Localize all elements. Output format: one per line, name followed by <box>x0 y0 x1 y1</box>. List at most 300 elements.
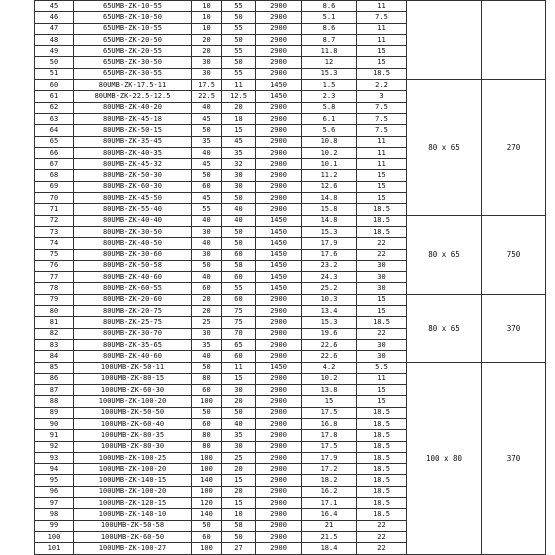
table-row <box>35 362 546 373</box>
flow-cell: 140 <box>192 475 222 486</box>
flow-cell: 50 <box>192 362 222 373</box>
speed-cell: 1450 <box>256 238 302 249</box>
head-cell: 55 <box>222 23 256 34</box>
head-cell: 27 <box>222 543 256 554</box>
flow-cell: 40 <box>192 351 222 362</box>
speed-cell: 1450 <box>256 260 302 271</box>
model-cell: 80UMB-ZK-22.5-12.5 <box>74 91 192 102</box>
head-cell: 30 <box>222 385 256 396</box>
flow-cell: 20 <box>192 294 222 305</box>
flow-cell: 50 <box>192 407 222 418</box>
model-cell: 80UMB-ZK-30-50 <box>74 226 192 237</box>
motor-power-cell: 15 <box>357 294 407 305</box>
motor-power-cell: 18.5 <box>357 317 407 328</box>
model-cell: 100UMB-ZK-140-15 <box>74 475 192 486</box>
model-cell: 80UMB-ZK-40-60 <box>74 272 192 283</box>
row-number-cell: 80 <box>35 306 74 317</box>
row-number-cell: 76 <box>35 260 74 271</box>
flow-cell: 20 <box>192 306 222 317</box>
motor-power-cell: 30 <box>357 283 407 294</box>
shaft-power-cell: 13.4 <box>302 306 357 317</box>
speed-cell: 1450 <box>256 215 302 226</box>
flow-cell: 50 <box>192 125 222 136</box>
row-number-cell: 77 <box>35 272 74 283</box>
model-cell: 80UMB-ZK-45-18 <box>74 113 192 124</box>
head-cell: 55 <box>222 1 256 12</box>
head-cell: 50 <box>222 193 256 204</box>
motor-power-cell: 15 <box>357 396 407 407</box>
speed-cell: 2900 <box>256 328 302 339</box>
head-cell: 50 <box>222 57 256 68</box>
flow-cell: 30 <box>192 57 222 68</box>
flow-cell: 30 <box>192 249 222 260</box>
speed-cell: 2900 <box>256 317 302 328</box>
flow-cell: 40 <box>192 215 222 226</box>
head-cell: 50 <box>222 34 256 45</box>
head-cell: 18 <box>222 113 256 124</box>
model-cell: 100UMB-ZK-80-35 <box>74 430 192 441</box>
row-number-cell: 85 <box>35 362 74 373</box>
shaft-power-cell: 6.1 <box>302 113 357 124</box>
speed-cell: 2900 <box>256 543 302 554</box>
model-cell: 80UMB-ZK-35-65 <box>74 339 192 350</box>
motor-power-cell: 11 <box>357 373 407 384</box>
motor-power-cell: 30 <box>357 272 407 283</box>
flow-cell: 60 <box>192 181 222 192</box>
head-cell: 20 <box>222 396 256 407</box>
model-cell: 100UMB-ZK-100-27 <box>74 543 192 554</box>
shaft-power-cell: 1.5 <box>302 80 357 91</box>
head-cell: 10 <box>222 509 256 520</box>
model-cell: 100UMB-ZK-50-50 <box>74 407 192 418</box>
flow-cell: 80 <box>192 441 222 452</box>
flow-cell: 20 <box>192 34 222 45</box>
flow-cell: 30 <box>192 226 222 237</box>
speed-cell: 2900 <box>256 306 302 317</box>
speed-cell: 2900 <box>256 339 302 350</box>
outlet-size-cell: 80 x 65 <box>407 215 482 294</box>
speed-cell: 2900 <box>256 498 302 509</box>
flow-cell: 35 <box>192 339 222 350</box>
row-number-cell: 95 <box>35 475 74 486</box>
motor-power-cell: 11 <box>357 159 407 170</box>
model-cell: 100UMB-ZK-120-15 <box>74 498 192 509</box>
flow-cell: 17.5 <box>192 80 222 91</box>
motor-power-cell: 22 <box>357 328 407 339</box>
speed-cell: 2900 <box>256 46 302 57</box>
speed-cell: 2900 <box>256 68 302 79</box>
speed-cell: 2900 <box>256 351 302 362</box>
shaft-power-cell: 5.6 <box>302 125 357 136</box>
row-number-cell: 97 <box>35 498 74 509</box>
model-cell: 100UMB-ZK-100-25 <box>74 452 192 463</box>
row-number-cell: 51 <box>35 68 74 79</box>
shaft-power-cell: 14.8 <box>302 215 357 226</box>
motor-power-cell: 18.5 <box>357 68 407 79</box>
speed-cell: 2900 <box>256 430 302 441</box>
flow-cell: 35 <box>192 136 222 147</box>
row-number-cell: 82 <box>35 328 74 339</box>
head-cell: 12.5 <box>222 91 256 102</box>
row-number-cell: 48 <box>35 34 74 45</box>
outlet-size-cell: 100 x 80 <box>407 362 482 554</box>
head-cell: 15 <box>222 475 256 486</box>
speed-cell: 2900 <box>256 125 302 136</box>
model-cell: 80UMB-ZK-60-55 <box>74 283 192 294</box>
head-cell: 50 <box>222 531 256 542</box>
flow-cell: 30 <box>192 328 222 339</box>
row-number-cell: 100 <box>35 531 74 542</box>
shaft-power-cell: 10.8 <box>302 136 357 147</box>
speed-cell: 1450 <box>256 80 302 91</box>
outlet-size-cell: 80 x 65 <box>407 80 482 216</box>
head-cell: 15 <box>222 373 256 384</box>
flow-cell: 45 <box>192 113 222 124</box>
pump-spec-table-container <box>34 0 545 555</box>
motor-power-cell: 22 <box>357 543 407 554</box>
speed-cell: 2900 <box>256 34 302 45</box>
model-cell: 65UMB-ZK-10-55 <box>74 23 192 34</box>
flow-cell: 20 <box>192 46 222 57</box>
motor-power-cell: 11 <box>357 23 407 34</box>
motor-power-cell: 11 <box>357 147 407 158</box>
shaft-power-cell: 17.5 <box>302 407 357 418</box>
motor-power-cell: 18.5 <box>357 430 407 441</box>
table-row <box>35 215 546 226</box>
flow-cell: 100 <box>192 452 222 463</box>
flow-cell: 100 <box>192 486 222 497</box>
motor-power-cell: 15 <box>357 306 407 317</box>
shaft-power-cell: 17.2 <box>302 464 357 475</box>
model-cell: 80UMB-ZK-30-60 <box>74 249 192 260</box>
head-cell: 58 <box>222 260 256 271</box>
shaft-power-cell: 17.8 <box>302 430 357 441</box>
head-cell: 15 <box>222 125 256 136</box>
head-cell: 60 <box>222 249 256 260</box>
head-cell: 15 <box>222 498 256 509</box>
motor-power-cell: 11 <box>357 1 407 12</box>
head-cell: 70 <box>222 328 256 339</box>
flow-cell: 25 <box>192 317 222 328</box>
motor-power-cell: 2.2 <box>357 80 407 91</box>
speed-cell: 2900 <box>256 193 302 204</box>
head-cell: 30 <box>222 181 256 192</box>
shaft-power-cell: 15.3 <box>302 226 357 237</box>
speed-cell: 1450 <box>256 362 302 373</box>
flow-cell: 40 <box>192 102 222 113</box>
row-number-cell: 64 <box>35 125 74 136</box>
table-row <box>35 294 546 305</box>
head-cell: 55 <box>222 68 256 79</box>
table-row <box>35 80 546 91</box>
model-cell: 80UMB-ZK-40-50 <box>74 238 192 249</box>
shaft-power-cell: 2.3 <box>302 91 357 102</box>
row-number-cell: 62 <box>35 102 74 113</box>
shaft-power-cell: 22.6 <box>302 339 357 350</box>
speed-cell: 2900 <box>256 531 302 542</box>
flow-cell: 60 <box>192 385 222 396</box>
head-cell: 45 <box>222 136 256 147</box>
shaft-power-cell: 17.9 <box>302 452 357 463</box>
shaft-power-cell: 22.6 <box>302 351 357 362</box>
flow-cell: 50 <box>192 260 222 271</box>
flow-cell: 22.5 <box>192 91 222 102</box>
motor-power-cell: 11 <box>357 34 407 45</box>
model-cell: 80UMB-ZK-40-60 <box>74 351 192 362</box>
model-cell: 100UMB-ZK-140-10 <box>74 509 192 520</box>
head-cell: 25 <box>222 452 256 463</box>
speed-cell: 2900 <box>256 385 302 396</box>
model-cell: 100UMB-ZK-50-11 <box>74 362 192 373</box>
shaft-power-cell: 8.6 <box>302 23 357 34</box>
motor-power-cell: 18.5 <box>357 226 407 237</box>
model-cell: 80UMB-ZK-25-75 <box>74 317 192 328</box>
shaft-power-cell: 17.9 <box>302 238 357 249</box>
shaft-power-cell: 24.3 <box>302 272 357 283</box>
head-cell: 60 <box>222 294 256 305</box>
row-number-cell: 84 <box>35 351 74 362</box>
shaft-power-cell: 8.7 <box>302 34 357 45</box>
shaft-power-cell: 10.3 <box>302 294 357 305</box>
speed-cell: 1450 <box>256 226 302 237</box>
flow-cell: 60 <box>192 283 222 294</box>
flow-cell: 55 <box>192 204 222 215</box>
flow-cell: 10 <box>192 1 222 12</box>
model-cell: 80UMB-ZK-55-40 <box>74 204 192 215</box>
motor-power-cell: 30 <box>357 351 407 362</box>
head-cell: 60 <box>222 272 256 283</box>
shaft-power-cell: 15.8 <box>302 204 357 215</box>
speed-cell: 2900 <box>256 1 302 12</box>
flow-cell: 60 <box>192 418 222 429</box>
row-number-cell: 88 <box>35 396 74 407</box>
model-cell: 80UMB-ZK-35-45 <box>74 136 192 147</box>
shaft-power-cell: 17.5 <box>302 441 357 452</box>
speed-cell: 2900 <box>256 113 302 124</box>
head-cell: 58 <box>222 520 256 531</box>
shaft-power-cell: 12 <box>302 57 357 68</box>
table-row <box>35 1 546 12</box>
model-cell: 100UMB-ZK-100-20 <box>74 464 192 475</box>
shaft-power-cell: 5.1 <box>302 12 357 23</box>
speed-cell: 2900 <box>256 486 302 497</box>
speed-cell: 1450 <box>256 283 302 294</box>
head-cell: 11 <box>222 362 256 373</box>
motor-power-cell: 15 <box>357 181 407 192</box>
pump-spec-table-body <box>35 1 546 555</box>
speed-cell: 2900 <box>256 509 302 520</box>
shaft-power-cell: 16.8 <box>302 418 357 429</box>
shaft-power-cell: 5.8 <box>302 102 357 113</box>
shaft-power-cell: 8.6 <box>302 1 357 12</box>
model-cell: 100UMB-ZK-80-15 <box>74 373 192 384</box>
shaft-power-cell: 16.4 <box>302 509 357 520</box>
head-cell: 20 <box>222 102 256 113</box>
shaft-power-cell: 18.2 <box>302 475 357 486</box>
row-number-cell: 93 <box>35 452 74 463</box>
head-cell: 30 <box>222 170 256 181</box>
model-cell: 65UMB-ZK-20-55 <box>74 46 192 57</box>
shaft-power-cell: 15 <box>302 396 357 407</box>
row-number-cell: 65 <box>35 136 74 147</box>
row-number-cell: 68 <box>35 170 74 181</box>
shaft-power-cell: 11.2 <box>302 170 357 181</box>
weight-cell: 750 <box>482 215 546 294</box>
row-number-cell: 78 <box>35 283 74 294</box>
head-cell: 11 <box>222 80 256 91</box>
head-cell: 40 <box>222 215 256 226</box>
shaft-power-cell: 13.8 <box>302 385 357 396</box>
flow-cell: 60 <box>192 531 222 542</box>
speed-cell: 2900 <box>256 12 302 23</box>
flow-cell: 100 <box>192 396 222 407</box>
flow-cell: 40 <box>192 147 222 158</box>
model-cell: 80UMB-ZK-50-15 <box>74 125 192 136</box>
motor-power-cell: 15 <box>357 385 407 396</box>
flow-cell: 40 <box>192 272 222 283</box>
shaft-power-cell: 17.1 <box>302 498 357 509</box>
motor-power-cell: 7.5 <box>357 125 407 136</box>
row-number-cell: 75 <box>35 249 74 260</box>
motor-power-cell: 18.5 <box>357 215 407 226</box>
speed-cell: 2900 <box>256 181 302 192</box>
weight-cell: 370 <box>482 362 546 554</box>
motor-power-cell: 15 <box>357 46 407 57</box>
shaft-power-cell: 15.3 <box>302 317 357 328</box>
row-number-cell: 66 <box>35 147 74 158</box>
outlet-size-cell: 80 x 65 <box>407 294 482 362</box>
flow-cell: 80 <box>192 373 222 384</box>
model-cell: 80UMB-ZK-40-35 <box>74 147 192 158</box>
model-cell: 80UMB-ZK-45-32 <box>74 159 192 170</box>
flow-cell: 45 <box>192 159 222 170</box>
speed-cell: 2900 <box>256 418 302 429</box>
row-number-cell: 91 <box>35 430 74 441</box>
motor-power-cell: 18.5 <box>357 464 407 475</box>
weight-cell: 270 <box>482 80 546 216</box>
motor-power-cell: 7.5 <box>357 102 407 113</box>
model-cell: 80UMB-ZK-20-60 <box>74 294 192 305</box>
row-number-cell: 89 <box>35 407 74 418</box>
shaft-power-cell: 18.4 <box>302 543 357 554</box>
head-cell: 35 <box>222 147 256 158</box>
model-cell: 65UMB-ZK-10-55 <box>74 1 192 12</box>
outlet-size-cell <box>407 1 482 80</box>
flow-cell: 30 <box>192 68 222 79</box>
head-cell: 20 <box>222 464 256 475</box>
model-cell: 65UMB-ZK-30-50 <box>74 57 192 68</box>
speed-cell: 2900 <box>256 23 302 34</box>
motor-power-cell: 15 <box>357 57 407 68</box>
model-cell: 80UMB-ZK-45-50 <box>74 193 192 204</box>
row-number-cell: 98 <box>35 509 74 520</box>
model-cell: 80UMB-ZK-40-20 <box>74 102 192 113</box>
speed-cell: 2900 <box>256 294 302 305</box>
speed-cell: 2900 <box>256 407 302 418</box>
motor-power-cell: 7.5 <box>357 113 407 124</box>
flow-cell: 10 <box>192 23 222 34</box>
motor-power-cell: 3 <box>357 91 407 102</box>
flow-cell: 10 <box>192 12 222 23</box>
row-number-cell: 67 <box>35 159 74 170</box>
flow-cell: 100 <box>192 543 222 554</box>
speed-cell: 2900 <box>256 475 302 486</box>
shaft-power-cell: 10.2 <box>302 147 357 158</box>
flow-cell: 100 <box>192 464 222 475</box>
motor-power-cell: 22 <box>357 531 407 542</box>
shaft-power-cell: 25.2 <box>302 283 357 294</box>
speed-cell: 2900 <box>256 57 302 68</box>
shaft-power-cell: 23.2 <box>302 260 357 271</box>
speed-cell: 2900 <box>256 102 302 113</box>
model-cell: 65UMB-ZK-30-55 <box>74 68 192 79</box>
motor-power-cell: 18.5 <box>357 498 407 509</box>
model-cell: 100UMB-ZK-60-50 <box>74 531 192 542</box>
head-cell: 50 <box>222 226 256 237</box>
row-number-cell: 50 <box>35 57 74 68</box>
weight-cell <box>482 1 546 80</box>
flow-cell: 140 <box>192 509 222 520</box>
flow-cell: 40 <box>192 238 222 249</box>
weight-cell: 370 <box>482 294 546 362</box>
flow-cell: 120 <box>192 498 222 509</box>
model-cell: 100UMB-ZK-100-20 <box>74 486 192 497</box>
row-number-cell: 46 <box>35 12 74 23</box>
head-cell: 35 <box>222 430 256 441</box>
model-cell: 100UMB-ZK-50-58 <box>74 520 192 531</box>
shaft-power-cell: 19.6 <box>302 328 357 339</box>
shaft-power-cell: 21 <box>302 520 357 531</box>
model-cell: 80UMB-ZK-50-30 <box>74 170 192 181</box>
head-cell: 50 <box>222 238 256 249</box>
head-cell: 40 <box>222 418 256 429</box>
flow-cell: 45 <box>192 193 222 204</box>
row-number-cell: 74 <box>35 238 74 249</box>
motor-power-cell: 5.5 <box>357 362 407 373</box>
flow-cell: 50 <box>192 170 222 181</box>
motor-power-cell: 18.5 <box>357 204 407 215</box>
row-number-cell: 83 <box>35 339 74 350</box>
speed-cell: 2900 <box>256 464 302 475</box>
row-number-cell: 72 <box>35 215 74 226</box>
model-cell: 80UMB-ZK-17.5-11 <box>74 80 192 91</box>
row-number-cell: 71 <box>35 204 74 215</box>
speed-cell: 2900 <box>256 373 302 384</box>
speed-cell: 1450 <box>256 249 302 260</box>
row-number-cell: 87 <box>35 385 74 396</box>
row-number-cell: 73 <box>35 226 74 237</box>
motor-power-cell: 18.5 <box>357 486 407 497</box>
motor-power-cell: 22 <box>357 520 407 531</box>
shaft-power-cell: 14.8 <box>302 193 357 204</box>
motor-power-cell: 18.5 <box>357 509 407 520</box>
shaft-power-cell: 17.6 <box>302 249 357 260</box>
model-cell: 80UMB-ZK-60-30 <box>74 181 192 192</box>
speed-cell: 2900 <box>256 396 302 407</box>
row-number-cell: 47 <box>35 23 74 34</box>
shaft-power-cell: 4.2 <box>302 362 357 373</box>
row-number-cell: 94 <box>35 464 74 475</box>
row-number-cell: 69 <box>35 181 74 192</box>
row-number-cell: 99 <box>35 520 74 531</box>
shaft-power-cell: 15.3 <box>302 68 357 79</box>
shaft-power-cell: 16.2 <box>302 486 357 497</box>
motor-power-cell: 18.5 <box>357 407 407 418</box>
speed-cell: 1450 <box>256 91 302 102</box>
motor-power-cell: 18.5 <box>357 452 407 463</box>
row-number-cell: 92 <box>35 441 74 452</box>
shaft-power-cell: 11.8 <box>302 46 357 57</box>
